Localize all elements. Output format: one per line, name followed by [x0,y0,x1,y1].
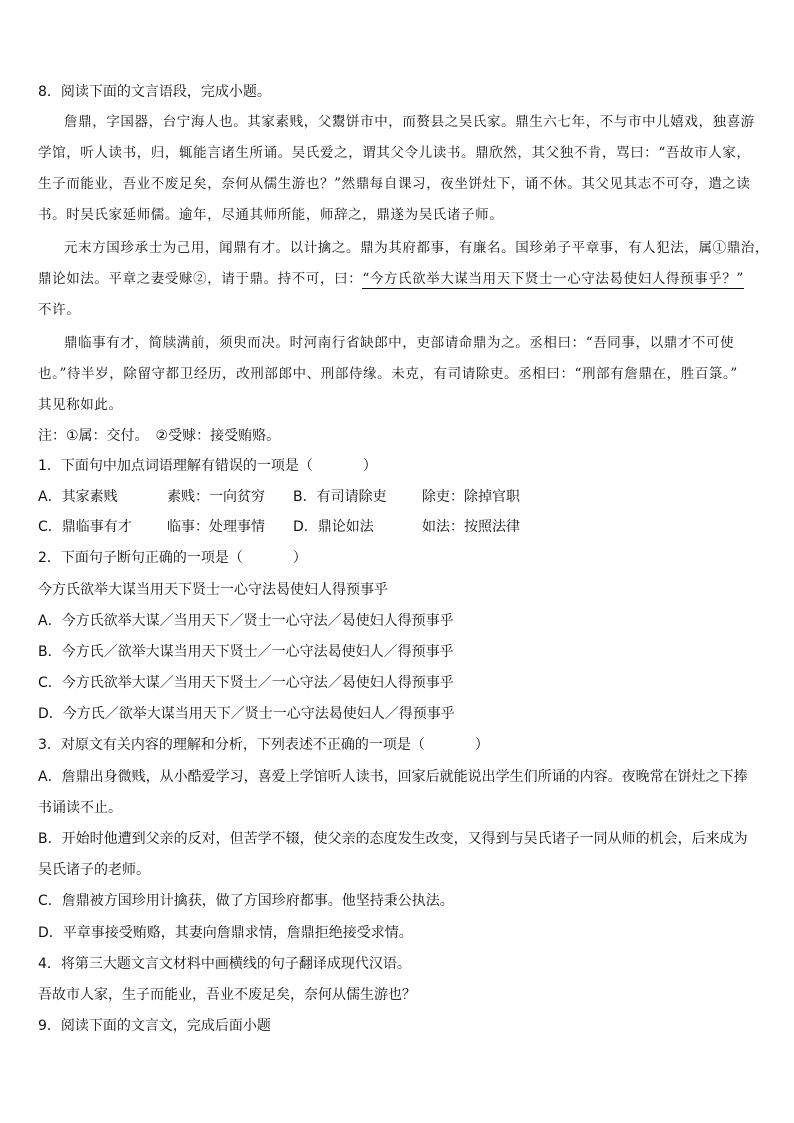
passage-line: 也。”待半岁，除留守都卫经历，改刑部郎中、刑部侍缘。未克，有司请除吏。丞相曰：“刑部有詹鼎在，胜百箓。” [38,366,738,382]
q1-option-a-gloss: 素贱：一向贫穷 [167,489,265,505]
question-8-heading: 8．阅读下面的文言语段，完成小题。 [38,84,271,100]
q1-option-c-gloss: 临事：处理事情 [167,519,265,535]
q3-option-a-cont: 书诵读不止。 [38,800,122,816]
question-4-stem: 4．将第三大题文言文材料中画横线的句子翻译成现代汉语。 [38,956,411,972]
question-1-stem [38,456,377,476]
question-text: 2．下面句子断句正确的一项是（ [38,550,243,566]
q2-option-b: B．今方氏／欲举大谋当用天下贤士／一心守法曷使妇人／得预事乎 [38,644,454,660]
q3-option-c: C．詹鼎被方国珍用计擒获，做了方国珍府都事。他坚持秉公执法。 [38,893,454,909]
question-text-end: ） [292,550,307,566]
passage-line: 学馆，听人读书，归，辄能言诸生所诵。吴氏爱之，谓其父令儿读书。鼎欣然，其父独不肯，骂曰：“吾故市人家， [38,145,751,161]
q4-sentence: 吾故市人家，生子而能业，吾业不废足矣，奈何从儒生游也？ [38,987,416,1003]
passage-line: 不许。 [38,302,81,318]
passage-line: 鼎临事有才，简牍满前，须臾而决。时河南行省缺郎中，吏部请命鼎为之。丞相曰：“吾同事，以鼎才不可使 [64,335,735,351]
passage-text: 鼎论如法。平章之妻受赇②，请于鼎。持不可，曰： [38,271,363,287]
question-text-end: ） [362,458,377,474]
question-2-stem [38,548,307,568]
passage-line: 其见称如此。 [38,397,123,413]
question-text: 1．下面句中加点词语理解有错误的一项是（ [38,458,313,474]
footnote: 注：①属：交付。 ②受赇：接受贿赂。 [38,428,281,444]
q3-option-a: A．詹鼎出身微贱，从小酷爱学习，喜爱上学馆听人读书，回家后就能说出学生们所诵的内容。夜晚常在饼灶之下捧 [38,769,748,785]
q1-option-d-label: D．鼎论如法 [293,519,374,535]
passage-line [38,269,744,289]
underlined-sentence: “今方氏欲举大谋当用天下贤士一心守法曷使妇人得预事乎？” [362,271,744,287]
q1-option-c-label: C．鼎临事有才 [38,519,132,535]
q3-option-d: D．平章事接受贿赂，其妻向詹鼎求情，詹鼎拒绝接受求情。 [38,925,413,941]
q1-option-b-label: B．有司请除吏 [293,489,387,505]
question-text-end: ） [474,737,489,753]
q2-option-d: D．今方氏／欲举大谋当用天下／贤士一心守法曷使妇人／得预事乎 [38,706,455,722]
passage-line: 生子而能业，吾业不废足矣，奈何从儒生游也？”然鼎每自课习，夜坐饼灶下，诵不休。其父见其志不可夺，遣之读 [38,176,751,192]
q2-option-a: A．今方氏欲举大谋／当用天下／贤士一心守法／曷使妇人得预事乎 [38,613,454,629]
q2-option-c: C．今方氏欲举大谋／当用天下贤士／一心守法／曷使妇人得预事乎 [38,675,454,691]
q1-option-a-label: A．其家素贱 [38,489,118,505]
passage-line: 詹鼎，字国器，台宁海人也。其家素贱，父鬻饼市中，而赘县之吴氏家。鼎生六七年，不与市中儿嬉戏，独喜游 [64,114,755,130]
q1-option-d-gloss: 如法：按照法律 [422,519,520,535]
q3-option-b-cont: 吴氏诸子的老师。 [38,862,150,878]
q1-option-b-gloss: 除吏：除掉官职 [422,489,520,505]
passage-line: 元末方国珍承士为己用，闻鼎有才。以计擒之。鼎为其府都事，有廉名。国珍弟子平章事，有人犯法，属①鼎治， [64,240,769,256]
q3-option-b: B．开始时他遭到父亲的反对，但苦学不辍，使父亲的态度发生改变，又得到与吴氏诸子一同从师的机会，后来成为 [38,831,748,847]
question-9-heading: 9．阅读下面的文言文，完成后面小题 [38,1018,271,1034]
q2-sentence: 今方氏欲举大谋当用天下贤士一心守法曷使妇人得预事乎 [38,582,388,598]
question-text: 3．对原文有关内容的理解和分析，下列表述不正确的一项是（ [38,737,425,753]
question-3-stem [38,735,489,755]
passage-line: 书。时吴氏家延师儒。逾年，尽通其师所能，师辞之，鼎遂为吴氏诸子师。 [38,207,504,223]
